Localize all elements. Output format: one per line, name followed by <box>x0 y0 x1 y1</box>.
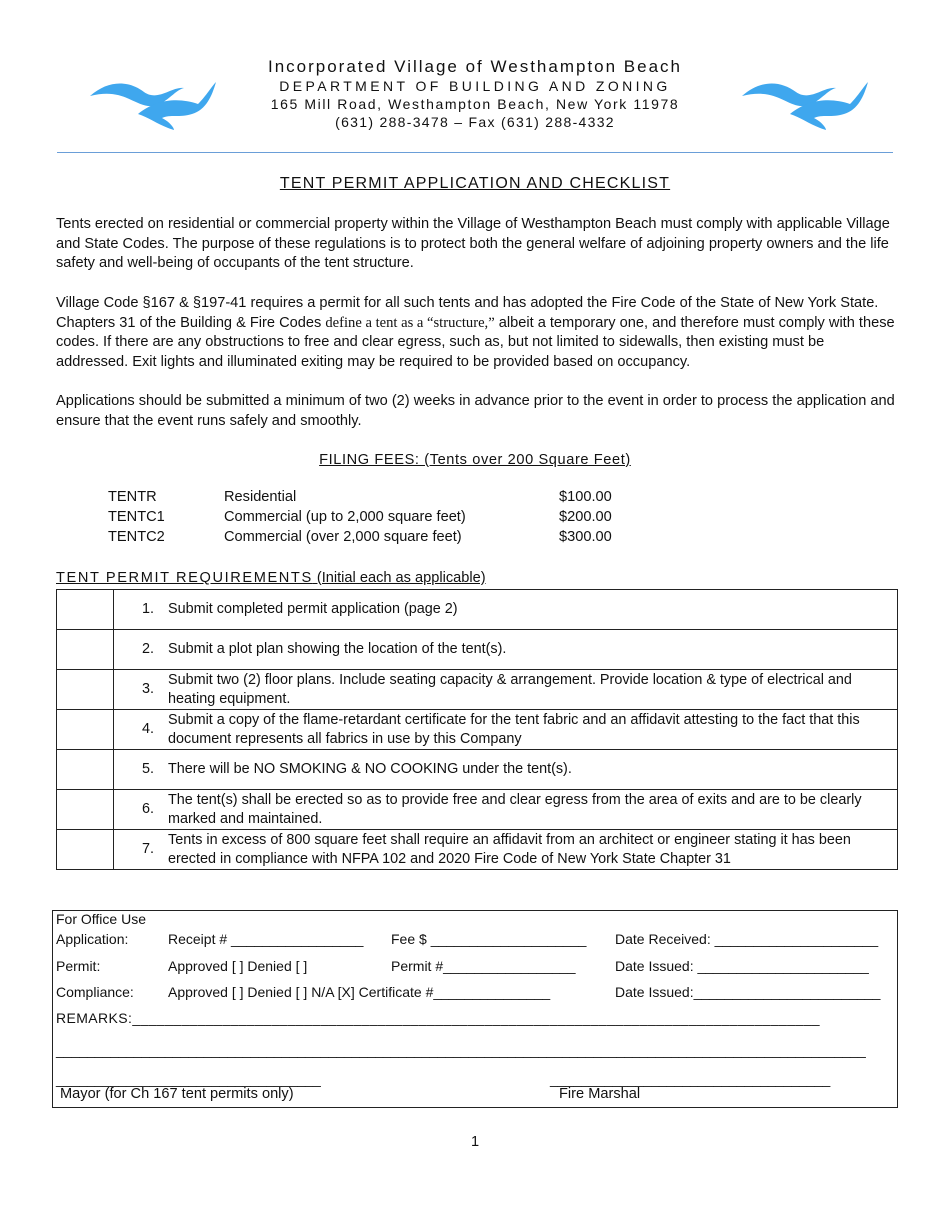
fee-description: Residential <box>224 489 297 505</box>
fee-amount: $200.00 <box>559 509 612 525</box>
requirement-number: 2. <box>114 630 155 670</box>
fee-code: TENTR <box>108 489 157 505</box>
requirement-number: 3. <box>114 670 155 710</box>
fee-row <box>0 529 950 549</box>
office-phone: (631) 288-3478 – Fax (631) 288-4332 <box>335 114 615 130</box>
table-row <box>57 630 898 670</box>
requirement-number: 5. <box>114 750 155 790</box>
initial-cell[interactable] <box>57 590 114 630</box>
header-divider <box>57 152 893 153</box>
submission-paragraph: Applications should be submitted a minimum of two (2) weeks in advance prior to the event in order to process the application and ensure that the event runs safely and smoothly. <box>56 393 895 429</box>
table-row <box>57 830 898 870</box>
remarks-field[interactable]: REMARKS:____________________________________________________________________________________ <box>56 1010 820 1026</box>
document-title: TENT PERMIT APPLICATION AND CHECKLIST <box>279 175 671 192</box>
page-number: 1 <box>470 1134 480 1150</box>
intro-paragraph: Tents erected on residential or commercial property within the Village of Westhampton Beach must comply with applicable Village and State Codes. The purpose of these regulations is to protect both the general welfare of adjoining property owners and the life safety and well-being of occupants of the tent structure. <box>56 216 890 272</box>
mayor-label: Mayor (for Ch 167 tent permits only) <box>60 1086 294 1102</box>
requirement-number: 4. <box>114 710 155 750</box>
fee-description: Commercial (over 2,000 square feet) <box>224 529 462 545</box>
initial-cell[interactable] <box>57 670 114 710</box>
office-address: 165 Mill Road, Westhampton Beach, New York 11978 <box>270 96 680 112</box>
requirement-text: Tents in excess of 800 square feet shall require an affidavit from an architect or engineer stating it has been erected in compliance with NFPA 102 and 2020 Fire Code of New York State Chapter 31 <box>154 830 898 870</box>
table-row <box>57 590 898 630</box>
fire-marshal-signature-line[interactable]: ____________________________________ <box>550 1071 831 1087</box>
requirement-text: Submit two (2) floor plans. Include seating capacity & arrangement. Provide location & type of electrical and heating equipment. <box>154 670 898 710</box>
fee-code: TENTC2 <box>108 529 165 545</box>
table-row <box>57 710 898 750</box>
requirement-text: Submit a copy of the flame-retardant certificate for the tent fabric and an affidavit attesting to the fact that this document represents all fabrics in use by this Company <box>154 710 898 750</box>
requirement-text: Submit a plot plan showing the location of the tent(s). <box>154 630 898 670</box>
initial-cell[interactable] <box>57 750 114 790</box>
date-received-field[interactable]: Date Received: _____________________ <box>615 931 879 947</box>
permit-date-issued-field[interactable]: Date Issued: ______________________ <box>615 958 869 974</box>
fee-description: Commercial (up to 2,000 square feet) <box>224 509 466 525</box>
fee-row <box>0 489 950 509</box>
requirement-number: 7. <box>114 830 155 870</box>
fee-code: TENTC1 <box>108 509 165 525</box>
code-paragraph: Village Code §167 & §197-41 requires a permit for all such tents and has adopted the Fire Code of the State of New York State. Chapters 31 of the Building & Fire Codes define a tent as a “structure,” albeit a temporary one, and therefore must comply with these codes. If there are any obstructions to free and clear egress, such as, but not limited to sidewalls, then existing must be addressed. Exit lights and illuminated exiting may be required to be provided based on occupancy. <box>56 295 895 371</box>
compliance-status-field[interactable]: Approved [ ] Denied [ ] N/A [X] Certificate #_______________ <box>168 984 551 1000</box>
table-row <box>57 750 898 790</box>
receipt-field[interactable]: Receipt # _________________ <box>168 931 364 947</box>
office-use-box <box>52 910 898 1108</box>
org-name: Incorporated Village of Westhampton Beach <box>267 57 683 76</box>
office-use-heading: For Office Use <box>56 911 146 927</box>
requirements-table <box>56 589 898 870</box>
compliance-label: Compliance: <box>56 984 134 1000</box>
requirement-number: 6. <box>114 790 155 830</box>
fee-amount: $300.00 <box>559 529 612 545</box>
permit-number-field[interactable]: Permit #_________________ <box>391 958 576 974</box>
remarks-line[interactable]: ________________________________________________________________________________________________________ <box>56 1042 866 1058</box>
fee-amount: $100.00 <box>559 489 612 505</box>
initial-cell[interactable] <box>57 790 114 830</box>
requirement-number: 1. <box>114 590 155 630</box>
fire-marshal-label: Fire Marshal <box>559 1086 641 1102</box>
compliance-date-issued-field[interactable]: Date Issued:________________________ <box>615 984 881 1000</box>
initial-cell[interactable] <box>57 630 114 670</box>
permit-status-field[interactable]: Approved [ ] Denied [ ] <box>168 958 308 974</box>
fee-row <box>0 509 950 529</box>
initial-cell[interactable] <box>57 710 114 750</box>
requirement-text: There will be NO SMOKING & NO COOKING under the tent(s). <box>154 750 898 790</box>
permit-label: Permit: <box>56 958 101 974</box>
table-row <box>57 790 898 830</box>
fee-field[interactable]: Fee $ ____________________ <box>391 931 587 947</box>
requirements-title: TENT PERMIT REQUIREMENTS (Initial each as applicable) <box>56 570 486 586</box>
department-name: DEPARTMENT OF BUILDING AND ZONING <box>279 78 671 94</box>
table-row <box>57 670 898 710</box>
initial-cell[interactable] <box>57 830 114 870</box>
application-label: Application: <box>56 931 129 947</box>
requirement-text: The tent(s) shall be erected so as to provide free and clear egress from the area of exits and are to be clearly marked and maintained. <box>154 790 898 830</box>
filing-fees-title: FILING FEES: (Tents over 200 Square Feet) <box>319 452 631 468</box>
requirement-text: Submit completed permit application (page 2) <box>154 590 898 630</box>
mayor-signature-line[interactable]: __________________________________ <box>56 1071 321 1087</box>
